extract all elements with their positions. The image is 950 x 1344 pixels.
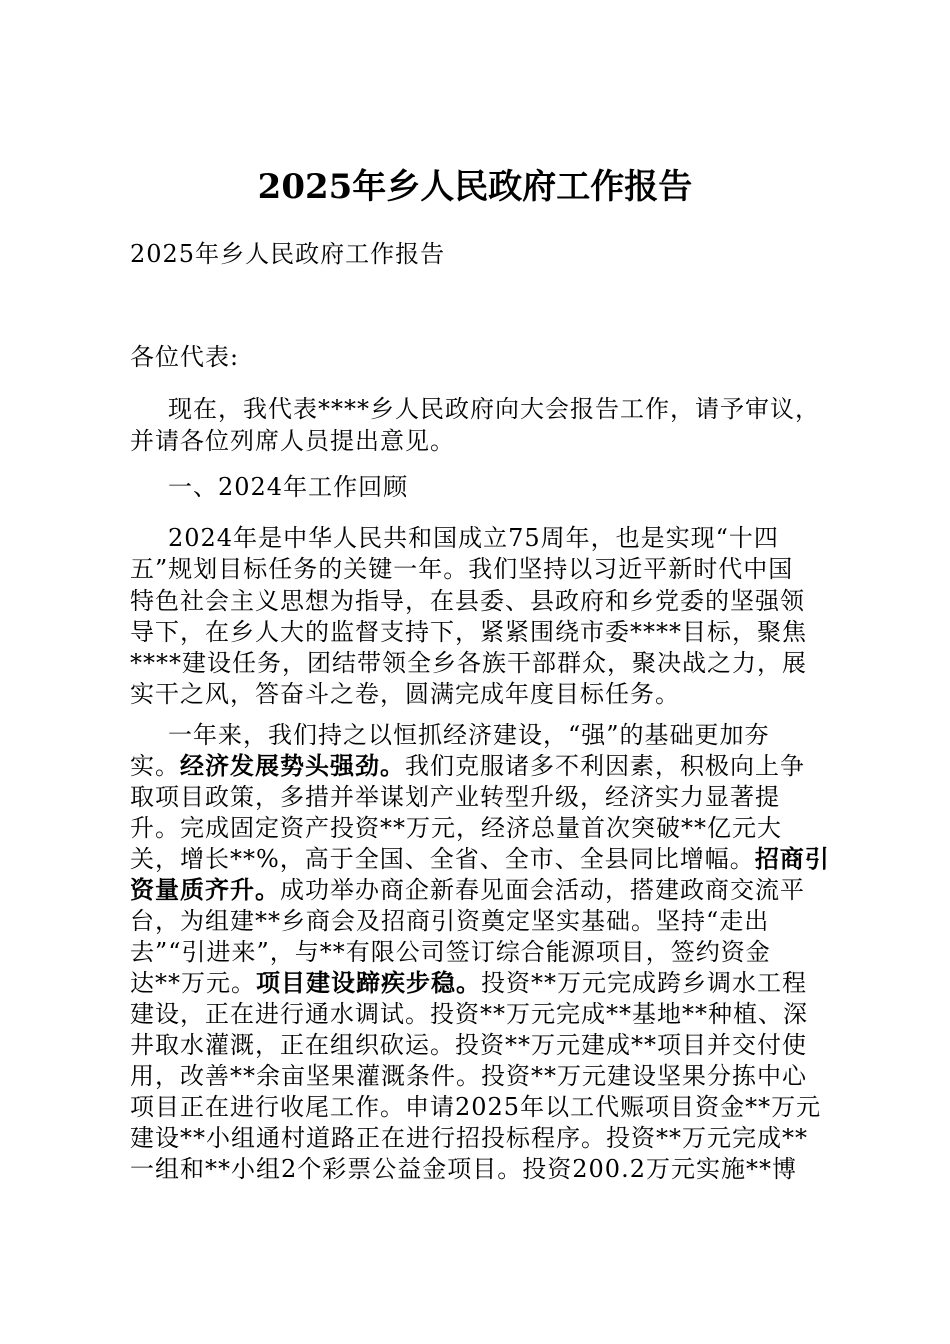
paragraph-line: 台，为组建**乡商会及招商引资奠定坚实基础。坚持“走出 bbox=[130, 907, 770, 935]
salutation: 各位代表: bbox=[130, 343, 240, 371]
paragraph-line: ****建设任务，团结带领全乡各族干部群众，聚决战之力，展 bbox=[130, 649, 807, 677]
paragraph-line bbox=[130, 873, 805, 907]
paragraph-line: 建设**小组通村道路正在进行招投标程序。投资**万元完成** bbox=[130, 1124, 808, 1152]
text-run: 投资**万元完成跨乡调水工程 bbox=[481, 969, 807, 997]
paragraph-line: 升。完成固定资产投资**万元，经济总量首次突破**亿元大 bbox=[130, 814, 782, 842]
paragraph-line: 特色社会主义思想为指导，在县委、县政府和乡党委的坚强领 bbox=[130, 587, 805, 615]
bold-heading: 资量质齐升。 bbox=[130, 875, 280, 904]
document-title: 2025年乡人民政府工作报告 bbox=[257, 167, 693, 207]
paragraph-line: 导下，在乡人大的监督支持下，紧紧围绕市委****目标，聚焦 bbox=[130, 618, 807, 646]
paragraph-line bbox=[130, 749, 805, 783]
paragraph-line: 建设，正在进行通水调试。投资**万元完成**基地**种植、深 bbox=[130, 1000, 808, 1028]
paragraph-line: 用，改善**余亩坚果灌溉条件。投资**万元建设坚果分拣中心 bbox=[130, 1062, 807, 1090]
paragraph-line: 实干之风，答奋斗之卷，圆满完成年度目标任务。 bbox=[130, 680, 680, 708]
text-run: 成功举办商企新春见面会活动，搭建政商交流平 bbox=[280, 876, 805, 904]
paragraph-line bbox=[130, 966, 807, 1000]
intro-line: 并请各位列席人员提出意见。 bbox=[130, 427, 455, 455]
paragraph-line: 一年来，我们持之以恒抓经济建设，“强”的基础更加夯 bbox=[168, 721, 770, 749]
bold-heading: 招商引 bbox=[754, 844, 830, 873]
text-run: 我们克服诸多不利因素，积极向上争 bbox=[405, 752, 805, 780]
bold-heading: 项目建设蹄疾步稳。 bbox=[256, 968, 481, 997]
intro-line: 现在，我代表****乡人民政府向大会报告工作，请予审议， bbox=[168, 395, 820, 423]
paragraph-line: 井取水灌溉，正在组织砍运。投资**万元建成**项目并交付使 bbox=[130, 1031, 807, 1059]
bold-heading: 经济发展势头强劲。 bbox=[180, 751, 405, 780]
paragraph-line: 2024年是中华人民共和国成立75周年，也是实现“十四 bbox=[168, 524, 779, 552]
paragraph-line: 五”规划目标任务的关键一年。我们坚持以习近平新时代中国 bbox=[130, 555, 794, 583]
text-run: 达**万元。 bbox=[130, 969, 256, 997]
text-run: 关，增长**%，高于全国、全省、全市、全县同比增幅。 bbox=[130, 845, 755, 873]
paragraph-line: 去”“引进来”，与**有限公司签订综合能源项目，签约资金 bbox=[130, 938, 771, 966]
section-heading: 一、2024年工作回顾 bbox=[168, 473, 409, 501]
paragraph-line bbox=[130, 842, 830, 876]
paragraph-line: 一组和**小组2个彩票公益金项目。投资200.2万元实施**博 bbox=[130, 1155, 797, 1183]
document-subtitle: 2025年乡人民政府工作报告 bbox=[130, 240, 446, 268]
paragraph-line: 取项目政策，多措并举谋划产业转型升级，经济实力显著提 bbox=[130, 783, 780, 811]
text-run: 实。 bbox=[130, 752, 180, 780]
paragraph-line: 项目正在进行收尾工作。申请2025年以工代赈项目资金**万元 bbox=[130, 1093, 822, 1121]
